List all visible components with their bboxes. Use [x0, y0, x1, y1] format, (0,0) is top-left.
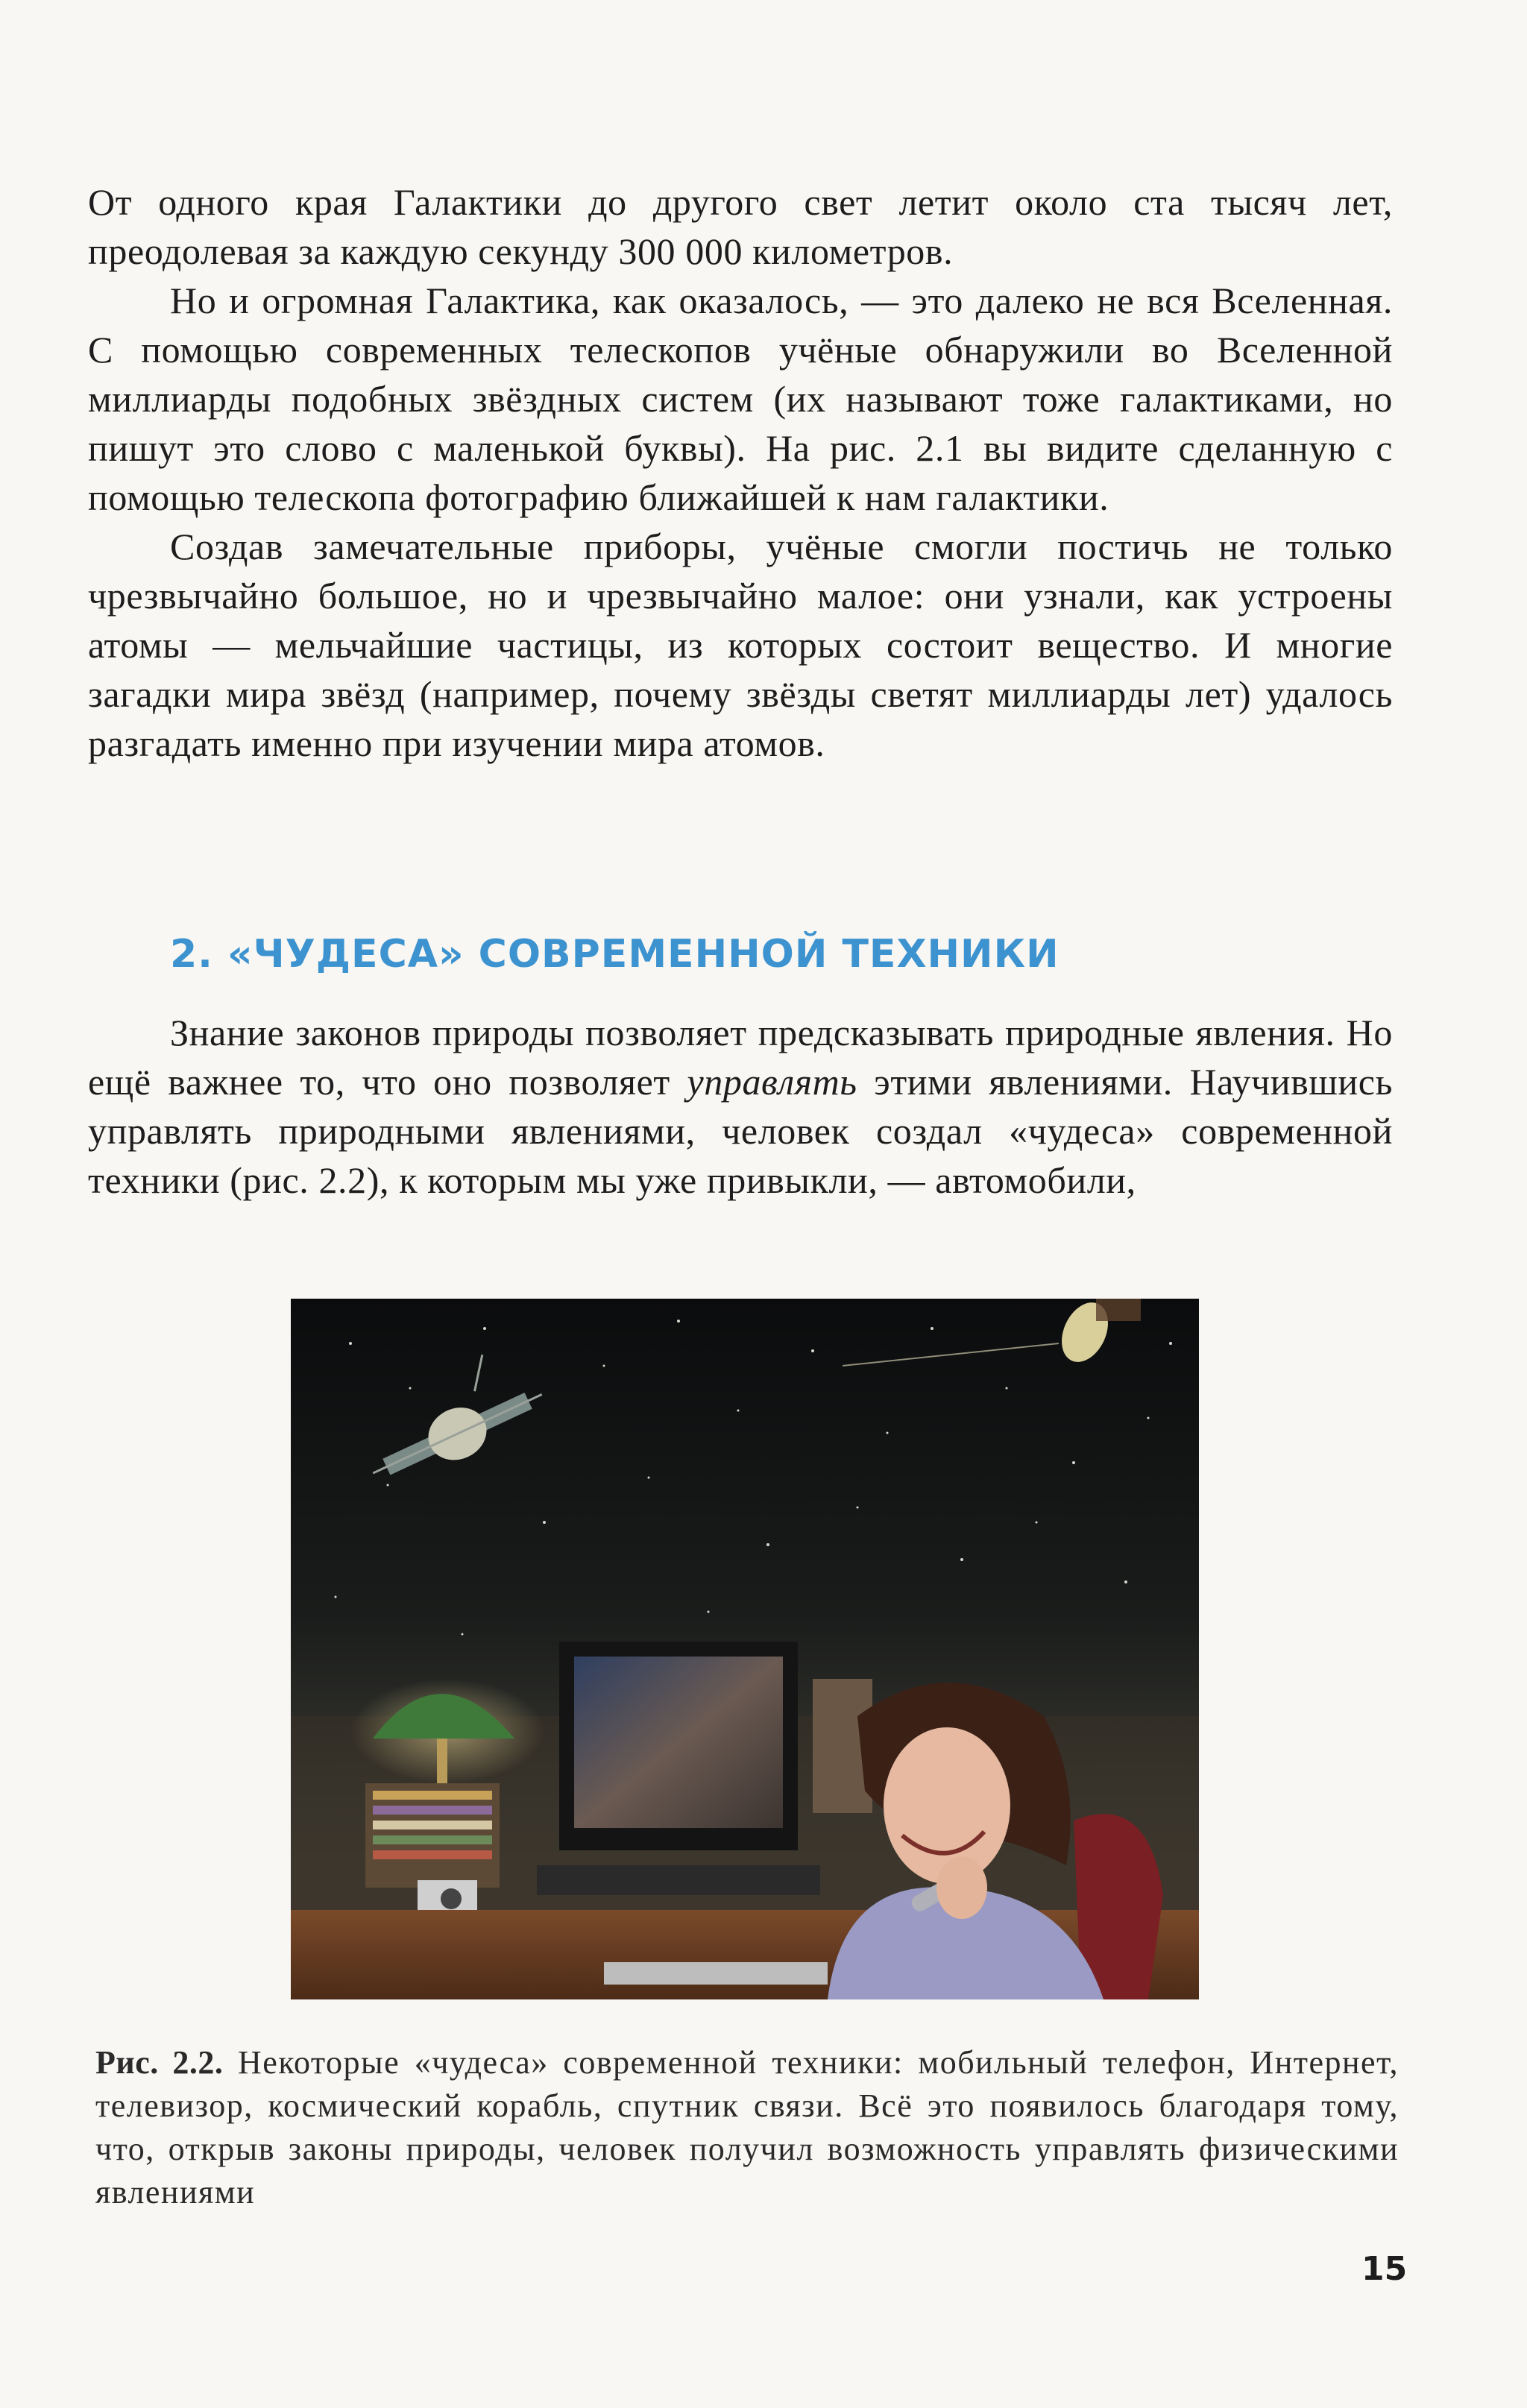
- intro-text-block: [88, 177, 1393, 768]
- keyboard: [604, 1962, 828, 1985]
- paragraph-text-end: этими явлениями. Научившись управлять природными явлениями, человек создал «чудеса» современной техники (рис. 2.2), к которым мы уже привыкли, — автомобили,: [88, 1061, 1393, 1201]
- paragraph-universe: Но и огромная Галактика, как оказалось, — это далеко не вся Вселенная. С помощью современных телескопов учёные обнаружили во Вселенной миллиарды подобных звёздных систем (их называют тоже галактиками, но пишут это слово с маленькой буквы). На рис. 2.1 вы видите сделанную с помощью телескопа фотографию ближайшей к нам галактики.: [88, 280, 1393, 518]
- laptop: [537, 1865, 820, 1895]
- caption-label: Рис. 2.2.: [95, 2044, 224, 2081]
- monitor-screen: [574, 1657, 783, 1828]
- figure-photo: [291, 1299, 1199, 1999]
- figure-caption: [95, 2041, 1399, 2214]
- paragraph-galaxy-light: От одного края Галактики до другого свет летит около ста тысяч лет, преодолевая за каждую секунду 300 000 километров.: [88, 181, 1393, 272]
- caption-text: Некоторые «чудеса» современной техники: мобильный телефон, Интернет, телевизор, космический корабль, спутник связи. Всё это появилось благодаря тому, что, открыв законы природы, человек получил возможность управлять физическими явлениями: [95, 2044, 1399, 2210]
- paragraph-laws-of-nature: [88, 1008, 1393, 1205]
- page-number: 15: [1361, 2250, 1408, 2288]
- photo-illustration: [291, 1299, 1199, 1999]
- emphasized-word: управлять: [687, 1061, 857, 1103]
- paragraph-text-start: Знание законов природы позволяет предсказывать природные явления. Но ещё важнее то, что оно позволяет: [88, 1012, 1393, 1103]
- section-heading: 2. «ЧУДЕСА» СОВРЕМЕННОЙ ТЕХНИКИ: [170, 932, 1060, 977]
- section-text-block: [88, 1008, 1393, 1205]
- paragraph-atoms: Создав замечательные приборы, учёные смогли постичь не только чрезвычайно большое, но и чрезвычайно малое: они узнали, как устроены атомы — мельчайшие частицы, из которых состоит вещество. И многие загадки мира звёзд (например, почему звёзды светят миллиарды лет) удалось разгадать именно при изучении мира атомов.: [88, 526, 1393, 764]
